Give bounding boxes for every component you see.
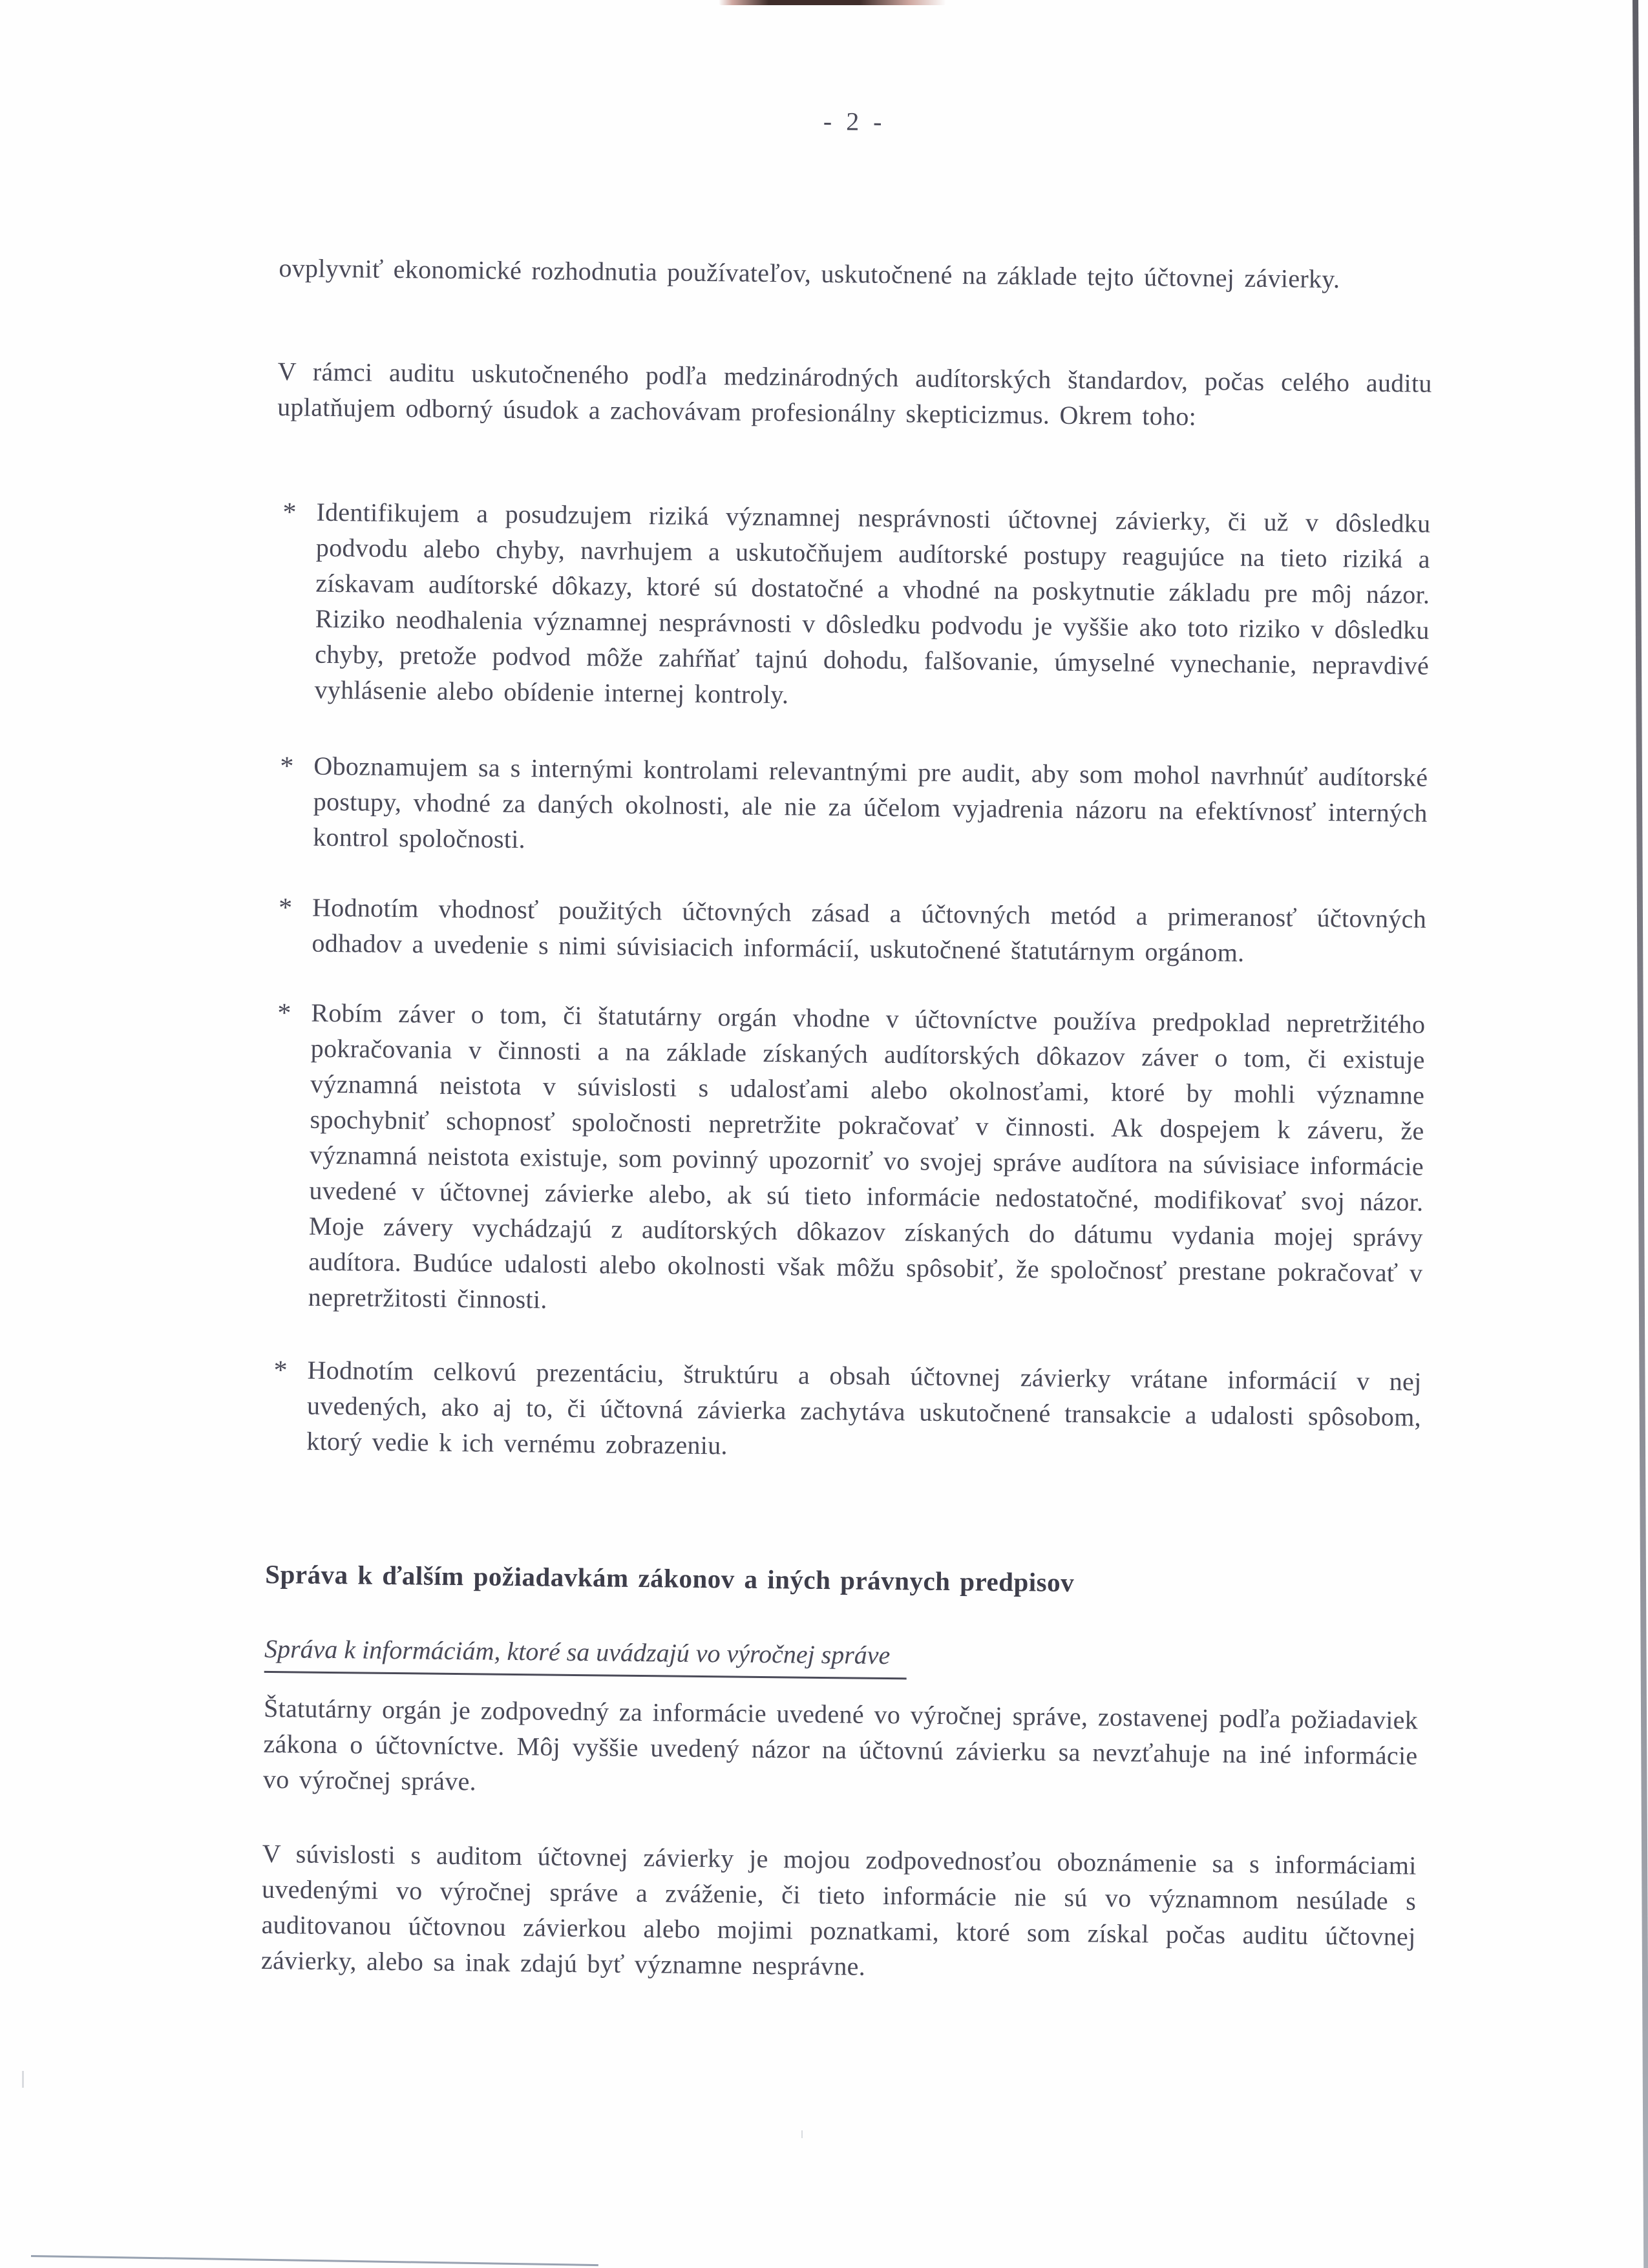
scan-speck bbox=[22, 2071, 24, 2088]
intro-paragraph-1: ovplyvniť ekonomické rozhodnutia používateľov, uskutočnené na základe tejto účtovnej závierky. bbox=[279, 253, 1340, 294]
bullet-item-going-concern bbox=[268, 994, 1426, 1327]
closing-paragraph-2: V súvislosti s auditom účtovnej závierky je mojou zodpovednosťou oboznámenie sa s informáciami uvedenými vo výročnej správe a zváženie, či tieto informácie nie sú vo významnom nesúlade s auditovanou účtovnou závierkou alebo mojimi poznatkami, ktoré som získal počas auditu účtovnej závierky, alebo sa inak zdajú byť významne nesprávne. bbox=[260, 1838, 1417, 1981]
bullet-item-overall-presentation bbox=[266, 1352, 1422, 1471]
bullet-text: Hodnotím celkovú prezentáciu, štruktúru a obsah účtovnej závierky vrátane informácií v nej uvedených, ako aj to, či účtovná závierka zachytáva uskutočnené transakcie a udalosti spôsobom, ktorý vedie k ich vernému zobrazeniu. bbox=[306, 1355, 1422, 1460]
scan-artifact-top-smudge bbox=[719, 0, 946, 5]
bullet-item-accounting-policies bbox=[271, 889, 1426, 972]
bullet-text: Oboznamujem sa s internými kontrolami relevantnými pre audit, aby som mohol navrhnúť audítorské postupy, vhodné za daných okolnosti, ale nie za účelom vyjadrenia názoru na efektívnosť interných kontrol spoločnosti. bbox=[313, 751, 1428, 854]
page-number: - 2 - bbox=[823, 106, 886, 136]
bullet-text: Hodnotím vhodnosť použitých účtovných zásad a účtovných metód a primeranosť účtovných odhadov a uvedenie s nimi súvisiacich informácií, uskutočnené štatutárnym orgánom. bbox=[312, 892, 1427, 967]
intro-paragraph-2: V rámci auditu uskutočneného podľa medzinárodných audítorských štandardov, počas celého auditu uplatňujem odborný úsudok a zachovávam profesionálny skepticizmus. Okrem toho: bbox=[277, 357, 1432, 431]
bullet-item-identify-risks bbox=[274, 494, 1430, 719]
bullet-marker: * bbox=[282, 498, 297, 528]
section-subheading-text: Správa k informáciám, ktoré sa uvádzajú vo výročnej správe bbox=[264, 1631, 907, 1679]
bullet-marker: * bbox=[278, 893, 293, 923]
bullet-marker: * bbox=[273, 1356, 288, 1386]
section-heading: Správa k ďalším požiadavkám zákonov a iných právnych predpisov bbox=[265, 1559, 1075, 1598]
bullet-text: Identifikujem a posudzujem riziká významnej nesprávnosti účtovnej závierky, či už v dôsledku podvodu alebo chyby, navrhujem a uskutočňujem audítorské postupy reagujúce na tieto riziká a získavam audítorské dôkazy, ktoré sú dostatočné a vhodné na poskytnutie základu pre môj názor. Riziko neodhalenia významnej nesprávnosti v dôsledku podvodu je vyššie ako toto riziko v dôsledku chyby, pretože podvod môže zahŕňať tajnú dohodu, falšovanie, úmyselné vynechanie, nepravdivé vyhlásenie alebo obídenie internej kontroly. bbox=[314, 497, 1431, 709]
bullet-marker: * bbox=[277, 998, 291, 1029]
bullet-marker: * bbox=[280, 751, 294, 782]
closing-paragraph-1: Štatutárny orgán je zodpovedný za informácie uvedené vo výročnej správe, zostavenej podľa požiadaviek zákona o účtovníctve. Môj vyššie uvedený názor na účtovnú závierku sa nevzťahuje na iné informácie vo výročnej správe. bbox=[262, 1693, 1419, 1796]
section-subheading bbox=[264, 1631, 1419, 1685]
bullet-item-internal-controls bbox=[273, 748, 1428, 866]
bullet-text: Robím záver o tom, či štatutárny orgán vhodne v účtovníctve používa predpoklad nepretržitého pokračovania v činnosti a na základe získaných audítorských dôkazov záver o tom, či existuje významná neistota v súvislosti s udalosťami alebo okolnosťami, ktoré by mohli významne spochybniť schopnosť spoločnosti nepretržite pokračovať v činnosti. Ak dospejem k záveru, že významná neistota existuje, som povinný upozorniť vo svojej správe audítora na súvisiace informácie uvedené v účtovnej závierke alebo, ak sú tieto informácie nedostatočné, modifikovať svoj názor. Moje závery vychádzajú z audítorských dôkazov získaných do dátumu vydania mojej správy audítora. Budúce udalosti alebo okolnosti však môžu spôsobiť, že spoločnosť prestane pokračovať v nepretržitosti činnosti. bbox=[308, 998, 1426, 1314]
scan-speck bbox=[801, 2130, 803, 2138]
